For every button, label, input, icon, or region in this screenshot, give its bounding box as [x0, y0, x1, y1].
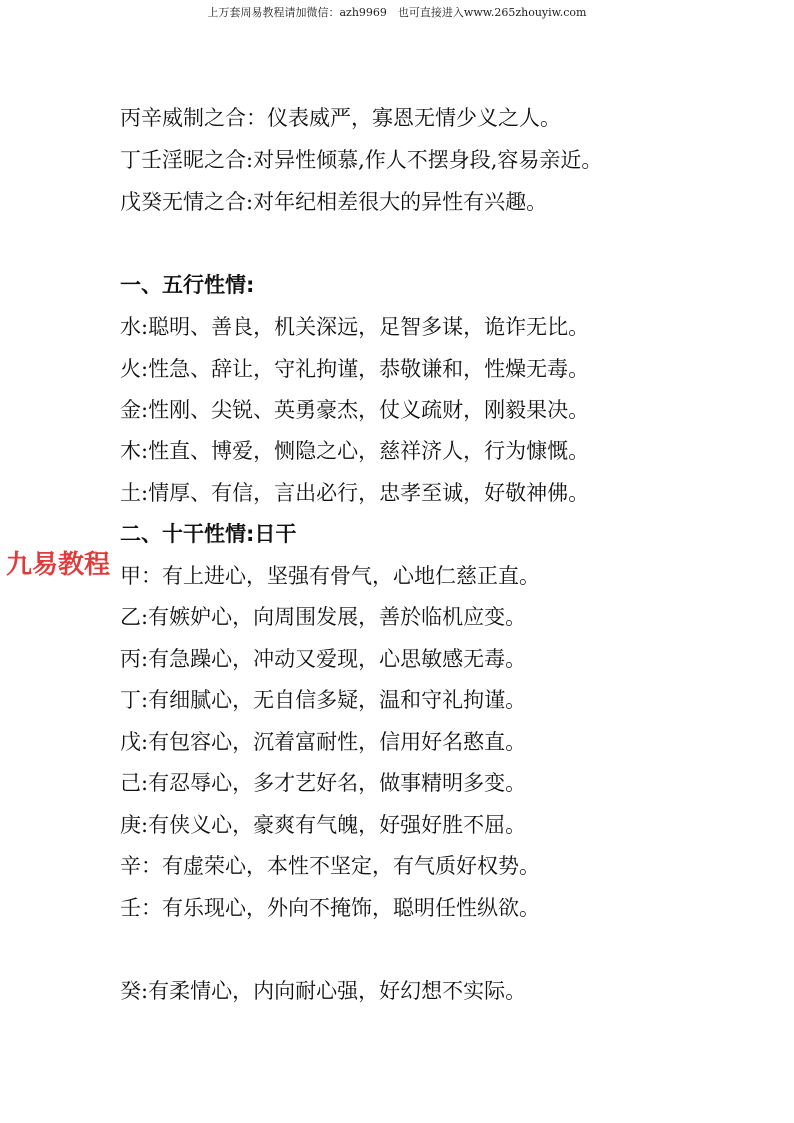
section-heading-five-elements: 一、五行性情: — [120, 273, 255, 297]
five-elements-line: 木:性直、博爱，恻隐之心，慈祥济人，行为慷慨。 — [120, 439, 590, 463]
five-elements-line: 水:聪明、善良，机关深远，足智多谋，诡诈无比。 — [120, 315, 590, 339]
combination-line: 戊癸无情之合:对年纪相差很大的异性有兴趣。 — [120, 190, 548, 214]
ten-stems-line: 乙:有嫉妒心，向周围发展，善於临机应变。 — [120, 605, 527, 629]
ten-stems-line: 壬：有乐现心，外向不掩饰，聪明任性纵欲。 — [120, 896, 540, 920]
ten-stems-line: 己:有忍辱心，多才艺好名，做事精明多变。 — [120, 771, 527, 795]
ten-stems-line: 辛：有虚荣心，本性不坚定，有气质好权势。 — [120, 854, 540, 878]
ten-stems-line: 庚:有侠义心，豪爽有气魄，好强好胜不屈。 — [120, 813, 527, 837]
combination-line: 丁壬淫昵之合:对异性倾慕,作人不摆身段,容易亲近。 — [120, 148, 603, 172]
section-heading-ten-stems: 二、十干性情:日干 — [120, 522, 297, 546]
ten-stems-line: 戊:有包容心，沉着富耐性，信用好名憨直。 — [120, 730, 527, 754]
ten-stems-line: 丁:有细腻心，无自信多疑，温和守礼拘谨。 — [120, 688, 527, 712]
ten-stems-line: 癸:有柔情心，内向耐心强，好幻想不实际。 — [120, 979, 527, 1003]
ten-stems-line: 丙:有急躁心，冲动又爱现，心思敏感无毒。 — [120, 647, 527, 671]
combination-line: 丙辛威制之合：仪表威严，寡恩无情少义之人。 — [120, 106, 561, 130]
five-elements-line: 火:性急、辞让，守礼拘谨，恭敬谦和，性燥无毒。 — [120, 357, 590, 381]
watermark-logo: 九易教程 — [6, 550, 111, 580]
ten-stems-line: 甲：有上进心，坚强有骨气，心地仁慈正直。 — [120, 564, 540, 588]
five-elements-line: 金:性刚、尖锐、英勇豪杰，仗义疏财，刚毅果决。 — [120, 398, 590, 422]
page-header-note: 上万套周易教程请加微信：azh9969 也可直接进入www.265zhouyiw.com — [207, 6, 587, 19]
five-elements-line: 土:情厚、有信，言出必行，忠孝至诚，好敬神佛。 — [120, 481, 590, 505]
